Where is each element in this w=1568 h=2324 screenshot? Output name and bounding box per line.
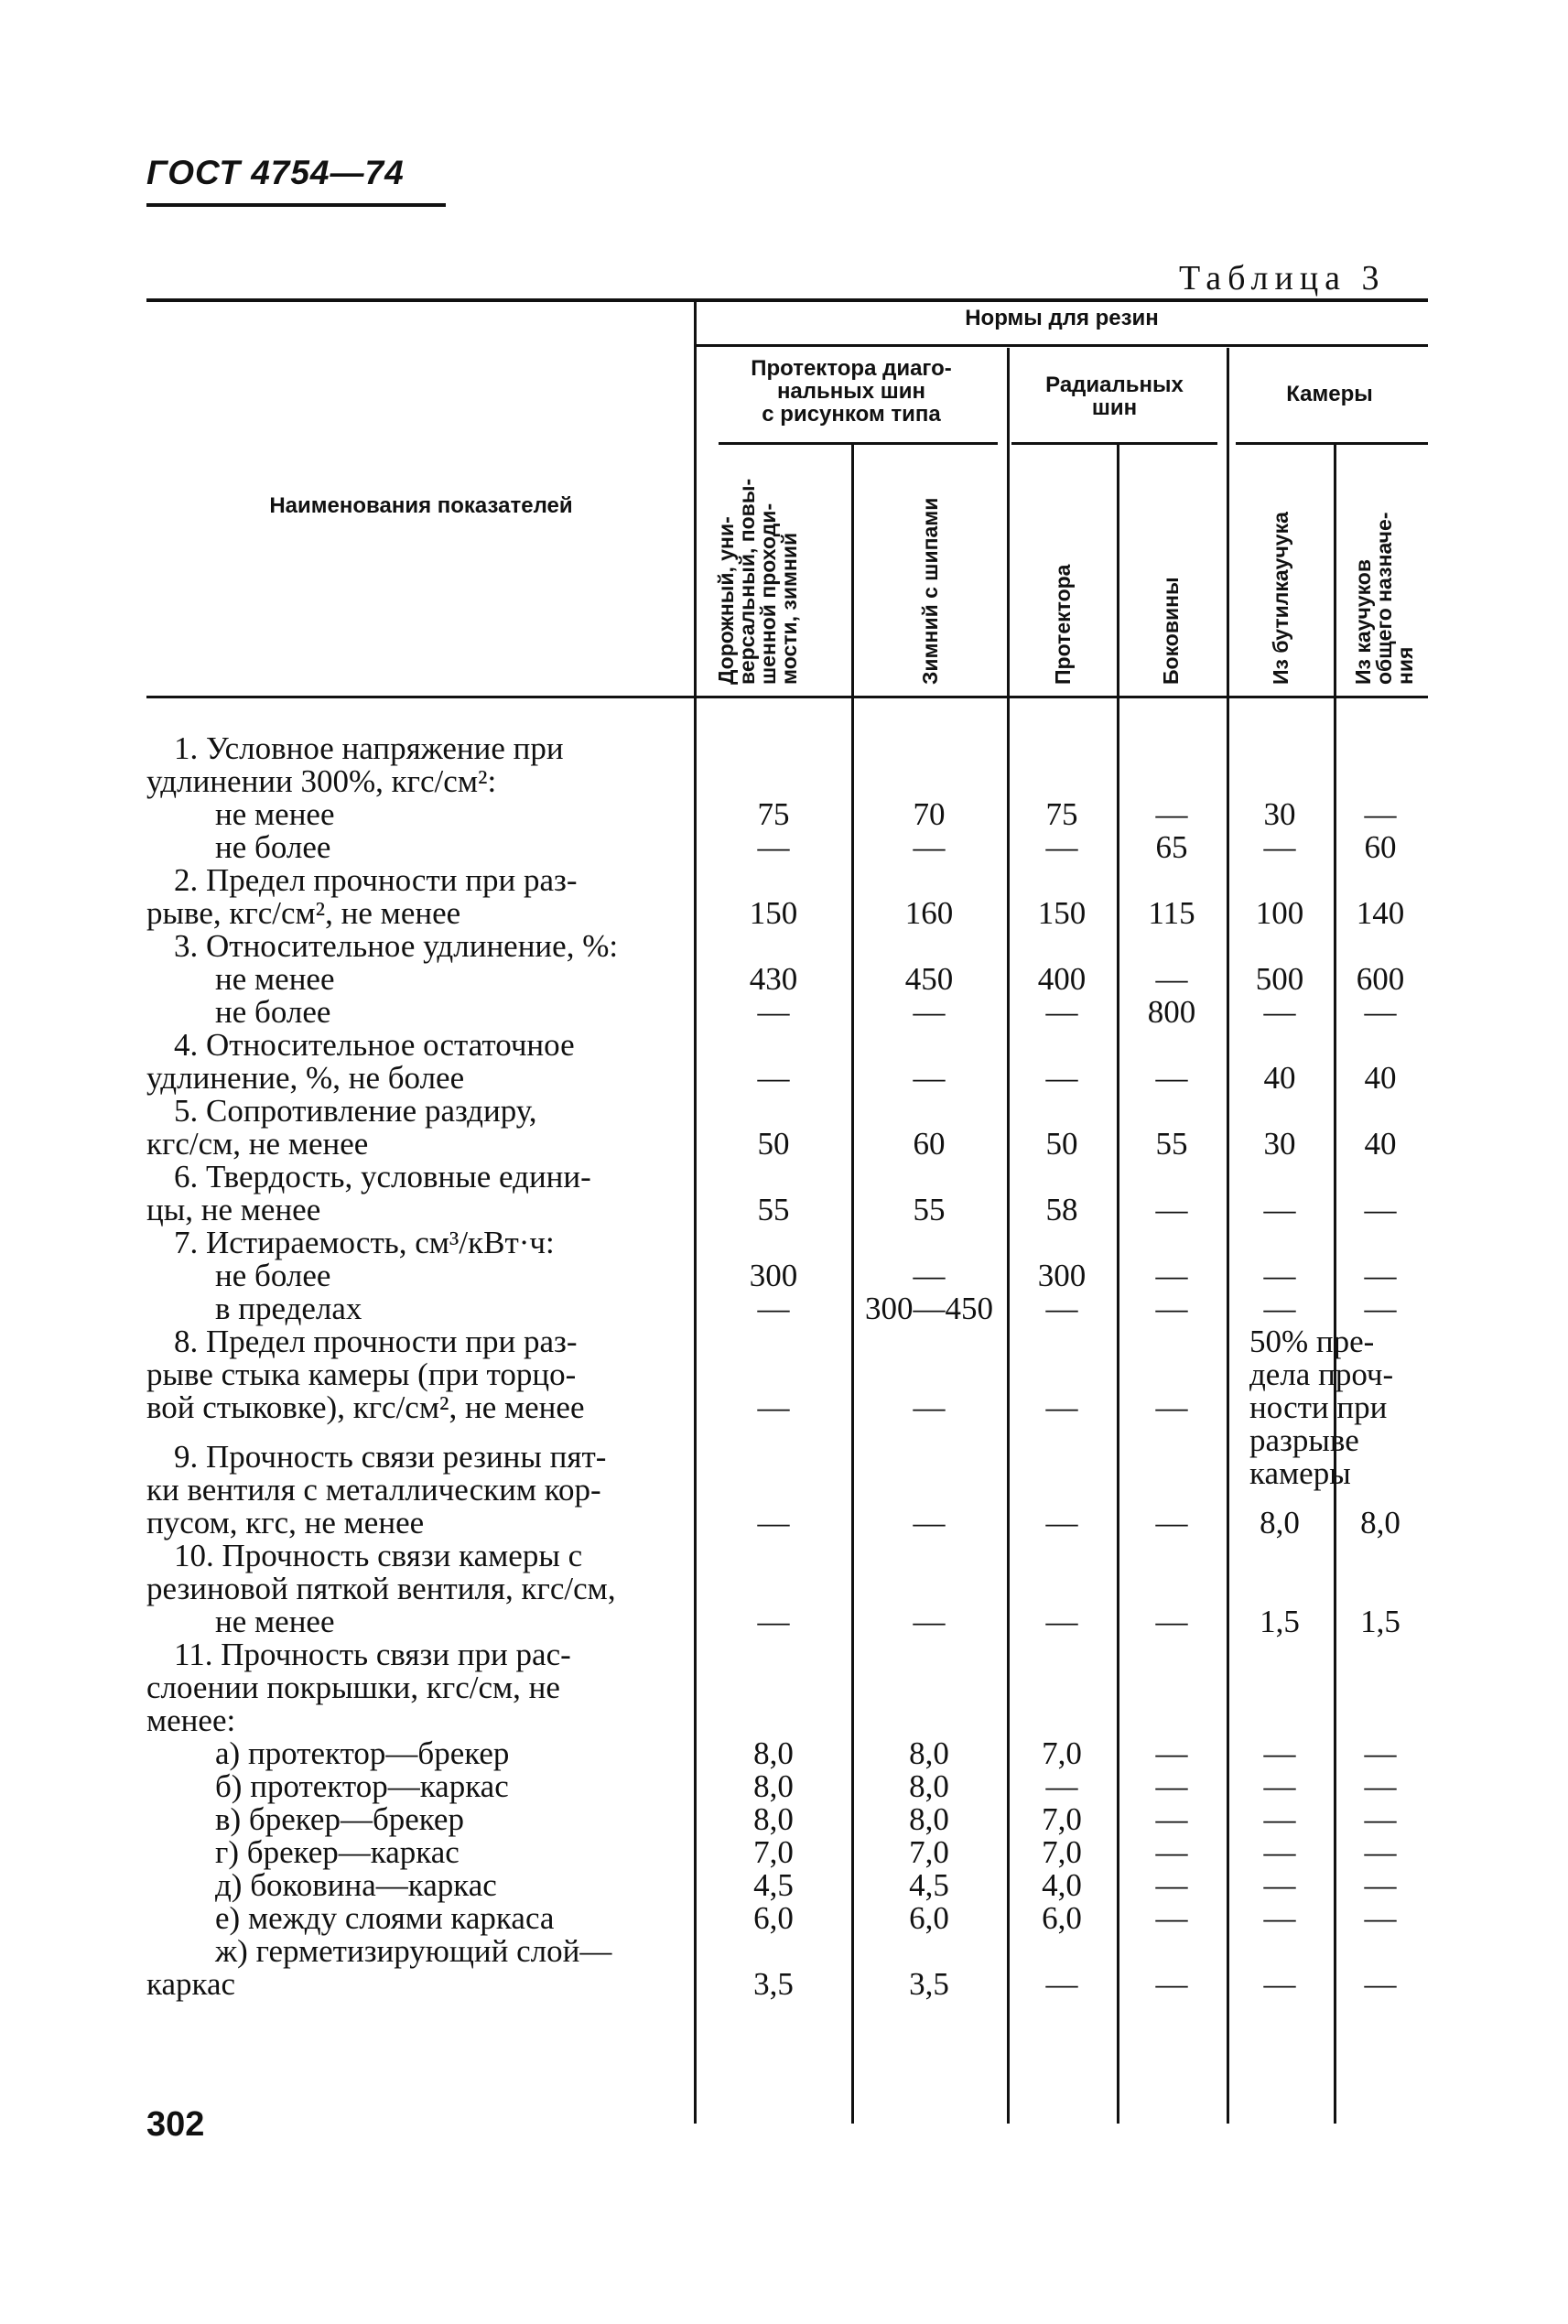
row-label: 2. Предел прочности при раз- [174,862,578,898]
table-cell: — [1364,796,1397,832]
row-label: кгс/см, не менее [146,1126,369,1162]
row-label: цы, не менее [146,1192,321,1227]
table-cell: 300 [749,1258,798,1293]
table-cell: 500 [1255,961,1304,997]
table-cell: — [1364,1900,1397,1936]
row-label: в) брекер—брекер [215,1801,464,1837]
table-cell: — [1045,1604,1078,1639]
table-cell: 8,0 [753,1768,794,1804]
table-cell: 800 [1147,994,1196,1030]
subgroup-rule-3 [1236,442,1428,445]
table-cell: 65 [1155,829,1188,865]
table-cell: — [1155,1867,1188,1903]
table-cell: 8,0 [909,1801,949,1837]
table-cell: — [757,829,790,865]
table-cell: 75 [757,796,790,832]
column-header-studded: Зимний с шипами [918,497,942,685]
table-cell: — [1045,1060,1078,1096]
table-cell: 400 [1037,961,1087,997]
row-label: пусом, кгс, не менее [146,1505,425,1540]
row-label: удлинение, %, не более [146,1060,465,1096]
table-cell: — [757,1060,790,1096]
table-cell: 7,0 [1042,1735,1082,1771]
table-cell: — [1364,1735,1397,1771]
table-cell: — [1263,1834,1296,1870]
row-label: не более [215,1258,331,1293]
row-label: резиновой пяткой вентиля, кгс/см, [146,1571,616,1606]
row-label: д) боковина—каркас [215,1867,497,1903]
table-cell: 8,0 [753,1801,794,1837]
table-cell: 600 [1356,961,1405,997]
indicator-column-header: Наименования показателей [269,493,573,518]
table-cell: 3,5 [753,1966,794,2002]
table-cell: — [913,829,946,865]
row-label: е) между слоями каркаса [215,1900,555,1936]
column-header-butyl: Из бутилкаучука [1269,512,1292,685]
table-cell: 30 [1263,796,1296,832]
column-header-general: Из каучуков общего назначе- ния [1351,512,1417,685]
table-cell: 300—450 [865,1291,993,1326]
table-cell: 6,0 [1042,1900,1082,1936]
group-header-rule [696,344,1428,347]
table-cell: 4,0 [1042,1867,1082,1903]
table-cell: — [1263,1768,1296,1804]
row-label: 3. Относительное удлинение, %: [174,928,619,964]
table-cell: 70 [913,796,946,832]
table-caption: Таблица 3 [1179,259,1386,297]
table-cell: 3,5 [909,1966,949,2002]
table-cell: 60 [913,1126,946,1162]
table-cell: — [1155,1966,1188,2002]
table-cell: 30 [1263,1126,1296,1162]
table-cell: 7,0 [753,1834,794,1870]
table-cell: — [1263,829,1296,865]
row-label: а) протектор—брекер [215,1735,510,1771]
row-label: ки вентиля с металлическим кор- [146,1472,601,1508]
row-label: слоении покрышки, кгс/см, не [146,1670,560,1705]
table-cell: 6,0 [909,1900,949,1936]
table-cell: — [1263,1867,1296,1903]
table-cell: 40 [1263,1060,1296,1096]
table-cell: — [1045,1768,1078,1804]
row-label: менее: [146,1702,236,1738]
column-divider-1 [851,445,854,2124]
row-label: каркас [146,1966,236,2002]
table-cell: — [1045,1291,1078,1326]
row-label: 4. Относительное остаточное [174,1027,575,1063]
table-cell: 150 [1037,895,1087,931]
row-label: 8. Предел прочности при раз- [174,1324,578,1359]
table-cell: — [1263,1291,1296,1326]
table-cell: — [1263,994,1296,1030]
table-cell: — [1155,1505,1188,1540]
table-cell: 8,0 [1260,1505,1300,1540]
subgroup-rule-2 [1011,442,1217,445]
table-cell: 58 [1045,1192,1078,1227]
row-label: рыве стыка камеры (при торцо- [146,1357,577,1392]
table-cell: — [1263,1966,1296,2002]
table-cell: — [1263,1900,1296,1936]
table-cell: — [1263,1801,1296,1837]
table-cell: — [1155,796,1188,832]
row8-tube-note: 50% пре- дела проч- ности при разрыве камеры [1249,1324,1394,1491]
table-cell: — [1364,1192,1397,1227]
table-cell: 100 [1255,895,1304,931]
subgroup-header-radial: Радиальных шин [1045,373,1184,420]
table-cell: 1,5 [1260,1604,1300,1639]
table-cell: 140 [1356,895,1405,931]
table-cell: 4,5 [909,1867,949,1903]
table-cell: — [1155,1060,1188,1096]
table-cell: — [757,1389,790,1425]
table-cell: 8,0 [753,1735,794,1771]
row-label: не более [215,994,331,1030]
table-cell: — [1155,1735,1188,1771]
table-top-rule [146,298,1428,302]
table-cell: 115 [1148,895,1195,931]
column-header-road: Дорожный, уни- версальный, повы- шенной проходи- мости, зимний [714,478,801,685]
table-cell: — [1364,1291,1397,1326]
row-label: 6. Твердость, условные едини- [174,1159,591,1194]
row-label: рыве, кгс/см², не менее [146,895,461,931]
table-cell: — [1155,1801,1188,1837]
table-cell: 4,5 [753,1867,794,1903]
table-cell: — [1155,1258,1188,1293]
table-cell: 450 [904,961,954,997]
table-cell: — [1364,1768,1397,1804]
subgroup-header-bias-tread: Протектора диаго- нальных шин с рисунком типа [751,356,952,427]
table-cell: — [1364,1258,1397,1293]
table-cell: 60 [1364,829,1397,865]
table-cell: — [1155,1900,1188,1936]
table-cell: — [913,1505,946,1540]
table-cell: 8,0 [1360,1505,1400,1540]
table-cell: — [1155,1389,1188,1425]
table-cell: — [1364,1867,1397,1903]
table-cell: — [1045,1505,1078,1540]
table-cell: 75 [1045,796,1078,832]
table-cell: 8,0 [909,1768,949,1804]
table-cell: 8,0 [909,1735,949,1771]
row-label: 11. Прочность связи при рас- [174,1637,571,1672]
table-cell: 55 [757,1192,790,1227]
table-cell: — [1364,994,1397,1030]
table-cell: 50 [757,1126,790,1162]
table-cell: — [1045,1389,1078,1425]
table-cell: — [1045,829,1078,865]
column-header-sidewall: Боковины [1159,577,1183,685]
header-rule [146,203,446,207]
table-cell: — [913,1060,946,1096]
row-label: 5. Сопротивление раздиру, [174,1093,537,1129]
table-cell: 430 [749,961,798,997]
table-cell: — [1263,1192,1296,1227]
table-cell: — [1364,1834,1397,1870]
table-cell: 160 [904,895,954,931]
table-cell: 50 [1045,1126,1078,1162]
row-label: 9. Прочность связи резины пят- [174,1439,607,1475]
table-cell: 40 [1364,1060,1397,1096]
row-label: не менее [215,796,335,832]
table-cell: — [1155,1291,1188,1326]
table-cell: — [1045,994,1078,1030]
row-label: 7. Истираемость, см³/кВт·ч: [174,1225,555,1260]
row-label: не менее [215,961,335,997]
header-bottom-rule [146,696,1428,698]
table-cell: — [1364,1966,1397,2002]
table-cell: 40 [1364,1126,1397,1162]
table-cell: 55 [913,1192,946,1227]
table-cell: — [757,1291,790,1326]
row-label: ж) герметизирующий слой— [215,1933,612,1969]
table-cell: — [757,1604,790,1639]
table-cell: — [1263,1735,1296,1771]
table-cell: 55 [1155,1126,1188,1162]
table-cell: — [1364,1801,1397,1837]
table-cell: — [913,1604,946,1639]
row-label: б) протектор—каркас [215,1768,509,1804]
table-cell: 150 [749,895,798,931]
table-cell: — [1155,961,1188,997]
table-cell: — [757,994,790,1030]
table-cell: 7,0 [1042,1834,1082,1870]
subgroup-header-tubes: Камеры [1286,382,1373,406]
table-cell: — [1155,1192,1188,1227]
table-cell: 7,0 [1042,1801,1082,1837]
row-label: 1. Условное напряжение при [174,730,564,766]
table-cell: 7,0 [909,1834,949,1870]
row-label: вой стыковке), кгс/см², не менее [146,1389,585,1425]
table-cell: — [913,1389,946,1425]
table-cell: — [1155,1834,1188,1870]
table-cell: 300 [1037,1258,1087,1293]
table-cell: — [1155,1768,1188,1804]
table-cell: 1,5 [1360,1604,1400,1639]
page-number: 302 [146,2105,205,2144]
document-code: ГОСТ 4754—74 [146,154,405,191]
table-cell: — [1155,1604,1188,1639]
row-label: г) брекер—каркас [215,1834,460,1870]
table-cell: 6,0 [753,1900,794,1936]
table-cell: — [913,994,946,1030]
table-cell: — [1045,1966,1078,2002]
subgroup-rule-1 [719,442,998,445]
column-divider-0 [694,302,697,2124]
column-header-tread: Протектора [1051,564,1075,685]
row-label: в пределах [215,1291,362,1326]
row-label: 10. Прочность связи камеры с [174,1538,583,1573]
row-label: не менее [215,1604,335,1639]
row-label: не более [215,829,331,865]
table-cell: — [757,1505,790,1540]
row-label: удлинении 300%, кгс/см²: [146,763,497,799]
group-header: Нормы для резин [965,306,1159,330]
table-cell: — [1263,1258,1296,1293]
table-cell: — [913,1258,946,1293]
